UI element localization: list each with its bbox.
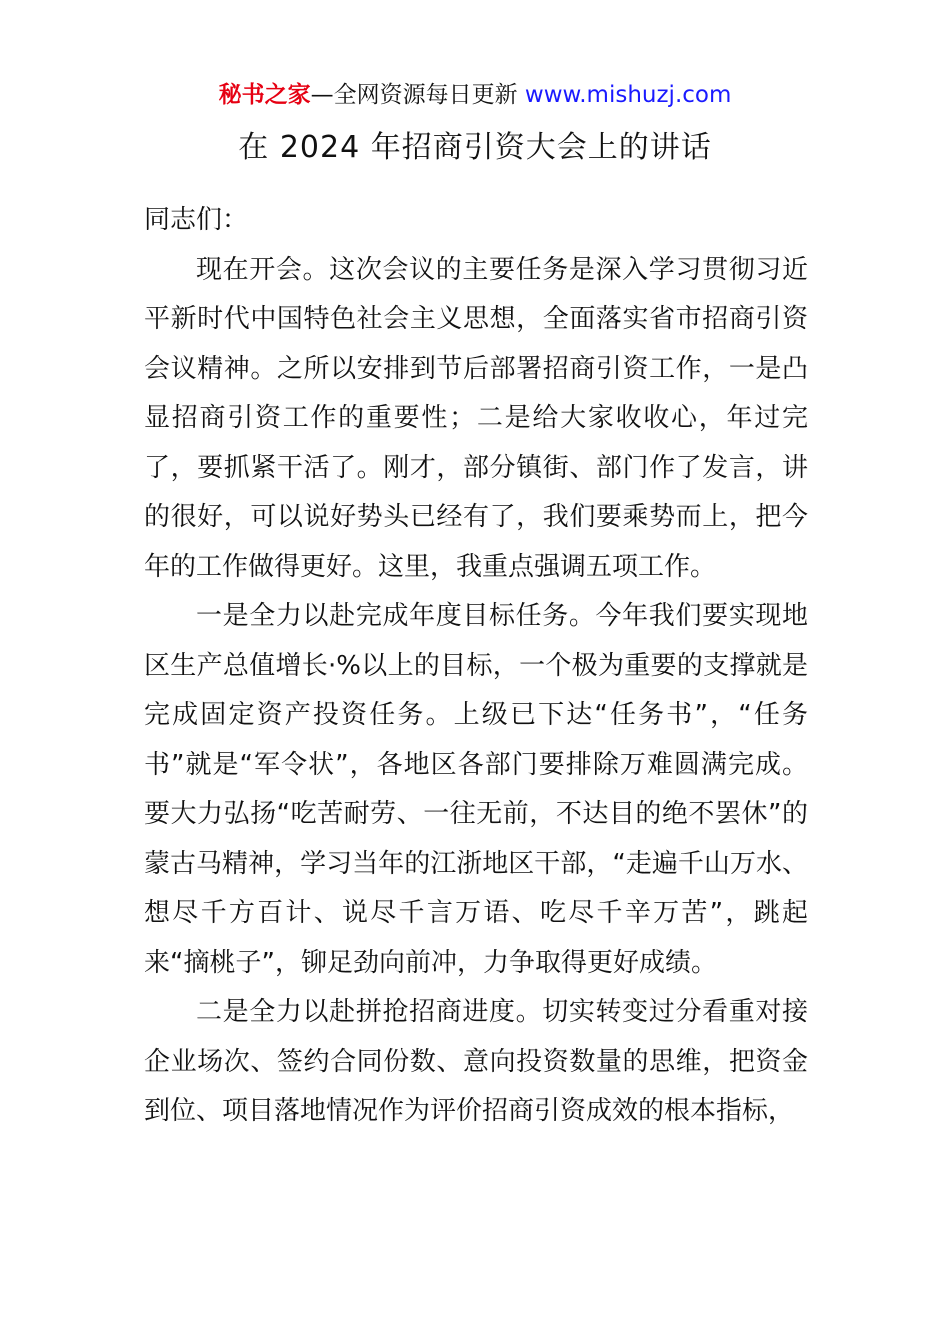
brand-url: www.mishuzj.com: [524, 82, 732, 108]
document-body: [144, 196, 808, 1137]
brand-slogan: —全网资源每日更新: [310, 82, 525, 108]
paragraph: 二是全力以赴拼抢招商进度。切实转变过分看重对接企业场次、签约合同份数、意向投资数量的思维，把资金到位、项目落地情况作为评价招商引资成效的根本指标，: [144, 997, 808, 1126]
paragraph: 现在开会。这次会议的主要任务是深入学习贯彻习近平新时代中国特色社会主义思想，全面落实省市招商引资会议精神。之所以安排到节后部署招商引资工作，一是凸显招商引资工作的重要性；二是给大家收收心，年过完了，要抓紧干活了。刚才，部分镇街、部门作了发言，讲的很好，可以说好势头已经有了，我们要乘势而上，把今年的工作做得更好。这里，我重点强调五项工作。: [144, 254, 808, 582]
document-title: 在 2024 年招商引资大会上的讲话: [238, 130, 712, 165]
paragraph: 一是全力以赴完成年度目标任务。今年我们要实现地区生产总值增长·%以上的目标，一个极为重要的支撑就是完成固定资产投资任务。上级已下达“任务书”，“任务书”就是“军令状”，各地区各部门要排除万难圆满完成。要大力弘扬“吃苦耐劳、一往无前，不达目的绝不罢休”的蒙古马精神，学习当年的江浙地区干部，“走遍千山万水、想尽千方百计、说尽千言万语、吃尽千辛万苦”，跳起来“摘桃子”，铆足劲向前冲，力争取得更好成绩。: [144, 601, 808, 978]
site-watermark-header: [0, 78, 950, 112]
brand-name: 秘书之家: [218, 82, 311, 108]
salutation: 同志们：: [144, 205, 249, 235]
